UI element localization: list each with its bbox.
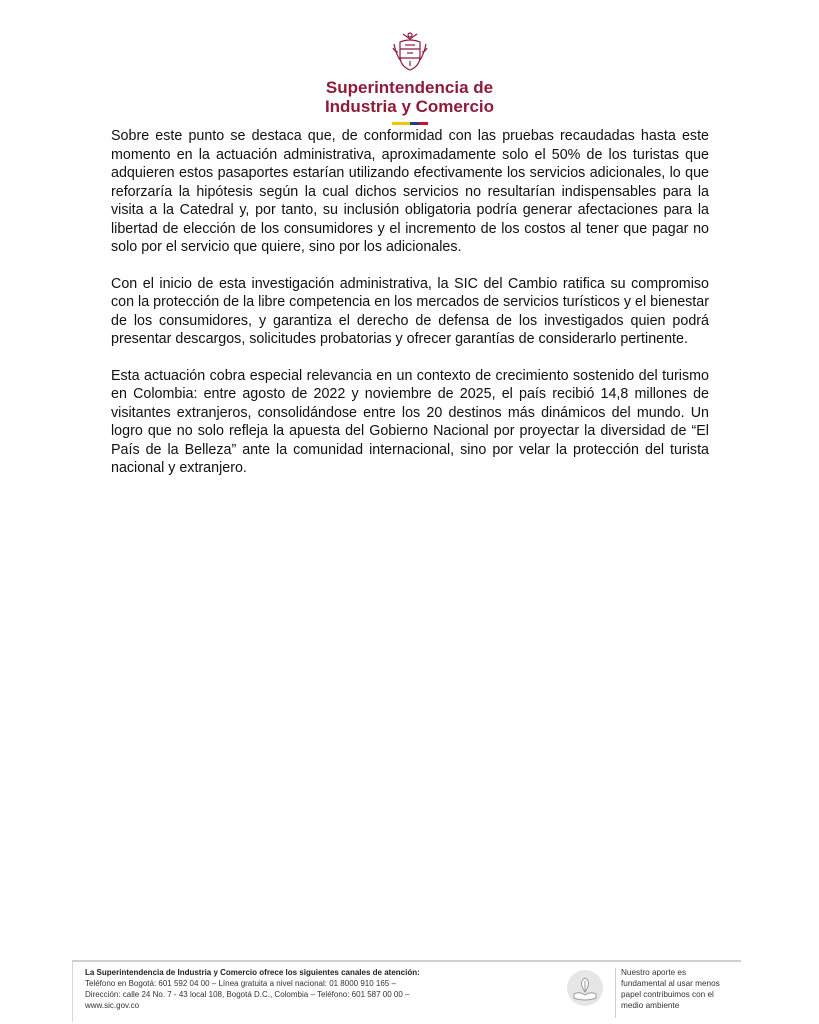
contact-website: www.sic.gov.co — [85, 1001, 140, 1010]
letterhead — [0, 30, 819, 125]
paragraph: Esta actuación cobra especial relevancia en un contexto de crecimiento sostenido del turismo en Colombia: entre agosto de 2022 y noviembre de 2025, el país recibió 14,8 millones de visitantes extranjeros, consolidándose entre los 20 destinos más dinámicos del mundo. Un logro que no solo refleja la apuesta del Gobierno Nacional por proyectar la diversidad de “El País de la Belleza” ante la comunidad internacional, sino por velar la protección del turista nacional y extranjero. — [111, 367, 709, 476]
footer — [72, 960, 741, 1022]
hand-leaf-icon — [565, 968, 605, 1008]
contact-title: La Superintendencia de Industria y Comercio ofrece los siguientes canales de atención: — [85, 968, 420, 977]
contact-info — [85, 967, 525, 1011]
flag-bar — [392, 122, 428, 125]
agency-name: Superintendencia de Industria y Comercio — [324, 78, 495, 116]
paragraph: Sobre este punto se destaca que, de conformidad con las pruebas recaudadas hasta este momento en la actuación administrativa, aproximadamente solo el 50% de los turistas que adquieren estos pasaportes estarían utilizando efectivamente los servicios adicionales, lo que reforzaría la hipótesis según la cual dichos servicios no resultarían indispensables para la visita a la Catedral y, por tanto, su inclusión obligatoria podría generar afectaciones para la libertad de elección de los consumidores y el incremento de los costos al tener que pagar no solo por el servicio que quiere, sino por los adicionales. — [111, 128, 709, 255]
paragraph: Con el inicio de esta investigación administrativa, la SIC del Cambio ratifica su compromiso con la protección de la libre competencia en los mercados de servicios turísticos y el bienestar de los consumidores, y garantiza el derecho de defensa de los investigados quien podrá presentar descargos, solicitudes probatorias y ofrecer garantías de considerarlo pertinente. — [111, 275, 709, 347]
contact-phone: Teléfono en Bogotá: 601 592 04 00 – Línea gratuita a nivel nacional: 01 8000 910 165 – — [85, 979, 396, 988]
footer-divider — [615, 968, 616, 1018]
coat-of-arms-icon — [390, 30, 430, 74]
document-body — [111, 127, 709, 496]
contact-address: Dirección: calle 24 No. 7 - 43 local 108, Bogotá D.C., Colombia – Teléfono: 601 587 00 00 – — [85, 990, 410, 999]
eco-message: Nuestro aporte es fundamental al usar menos papel contribuimos con el medio ambiente — [621, 968, 720, 1010]
